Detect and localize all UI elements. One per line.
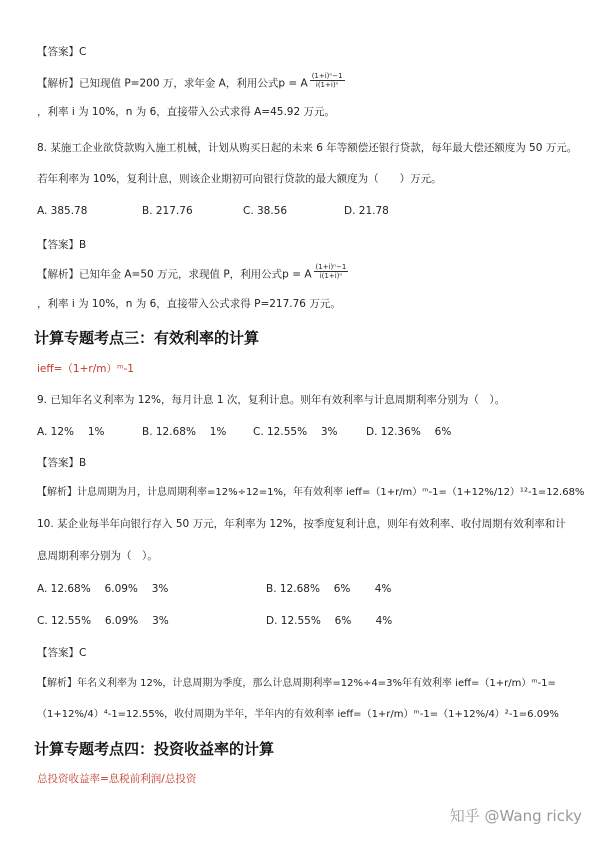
q7-formula-fraction	[310, 72, 345, 89]
q8-analysis	[37, 263, 350, 283]
q10-option-c: C. 12.55% 6.09% 3%	[37, 615, 169, 627]
q10-question-line1: 10. 某企业每半年向银行存入 50 万元，年利率为 12%，按季度复利计息，则年有效利率、收付周期有效利率和计	[37, 518, 566, 530]
q9-option-a: A. 12% 1%	[37, 426, 105, 438]
q8-analysis-pre: 【解析】已知年金 A=50 万元，求现值 P，利用公式p = A	[37, 268, 312, 281]
q9-option-b: B. 12.68% 1%	[142, 426, 227, 438]
q9-option-c: C. 12.55% 3%	[253, 426, 338, 438]
q10-answer: 【答案】C	[37, 647, 87, 659]
q8-question-line1: 8. 某施工企业欲贷款购入施工机械，计划从购买日起的未来 6 年等额偿还银行贷款，每年最大偿还额度为 50 万元。	[37, 142, 578, 154]
watermark: 知乎 @Wang ricky	[449, 807, 582, 825]
q10-option-d: D. 12.55% 6% 4%	[266, 615, 393, 627]
q8-frac-num: (1+i)ⁿ−1	[315, 263, 347, 271]
q7-analysis	[37, 72, 347, 92]
q8-option-d: D. 21.78	[344, 205, 389, 217]
q9-option-d: D. 12.36% 6%	[366, 426, 452, 438]
q10-option-a: A. 12.68% 6.09% 3%	[37, 583, 169, 595]
q8-frac-den: i(1+i)ⁿ	[319, 272, 343, 280]
section3-formula: ieff=（1+r/m）ᵐ-1	[37, 363, 134, 375]
q7-frac-den: i(1+i)ⁿ	[315, 81, 339, 89]
q7-answer: 【答案】C	[37, 46, 87, 58]
q8-analysis-cont: ，利率 i 为 10%，n 为 6，直接带入公式求得 P=217.76 万元。	[37, 298, 341, 310]
q10-analysis-line1: 【解析】年名义利率为 12%，计息周期为季度，那么计息周期利率=12%÷4=3%年有效利率 ieff=（1+r/m）ᵐ-1=	[37, 678, 556, 689]
section4-heading: 计算专题考点四：投资收益率的计算	[34, 740, 275, 758]
q7-analysis-cont: ，利率 i 为 10%，n 为 6，直接带入公式求得 A=45.92 万元。	[37, 106, 335, 118]
q9-analysis: 【解析】计息周期为月，计息周期利率=12%÷12=1%，年有效利率 ieff=（1+r/m）ᵐ-1=（1+12%/12）¹²-1=12.68%	[37, 487, 585, 498]
section4-formula: 总投资收益率=息税前利润/总投资	[37, 773, 197, 785]
q9-answer: 【答案】B	[37, 457, 87, 469]
q10-question-line2: 息周期利率分别为（ ）。	[37, 550, 158, 562]
q8-option-c: C. 38.56	[243, 205, 288, 217]
q7-analysis-pre: 【解析】已知现值 P=200 万，求年金 A，利用公式p = A	[37, 77, 308, 90]
q10-analysis-line2: （1+12%/4）⁴-1=12.55%，收付周期为半年，半年内的有效利率 ieff=（1+r/m）ᵐ-1=（1+12%/4）²-1=6.09%	[37, 709, 559, 720]
q10-option-b: B. 12.68% 6% 4%	[266, 583, 392, 595]
q8-answer: 【答案】B	[37, 239, 87, 251]
q9-question: 9. 已知年名义利率为 12%，每月计息 1 次，复利计息。则年有效利率与计息周期利率分别为（ ）。	[37, 394, 506, 406]
q8-question-line2: 若年利率为 10%，复利计息，则该企业期初可向银行贷款的最大额度为（ ）万元。	[37, 173, 442, 185]
q8-formula-fraction	[314, 263, 349, 280]
section3-heading: 计算专题考点三：有效利率的计算	[34, 329, 260, 347]
q7-frac-num: (1+i)ⁿ−1	[311, 72, 343, 80]
q8-option-a: A. 385.78	[37, 205, 88, 217]
q8-option-b: B. 217.76	[142, 205, 193, 217]
